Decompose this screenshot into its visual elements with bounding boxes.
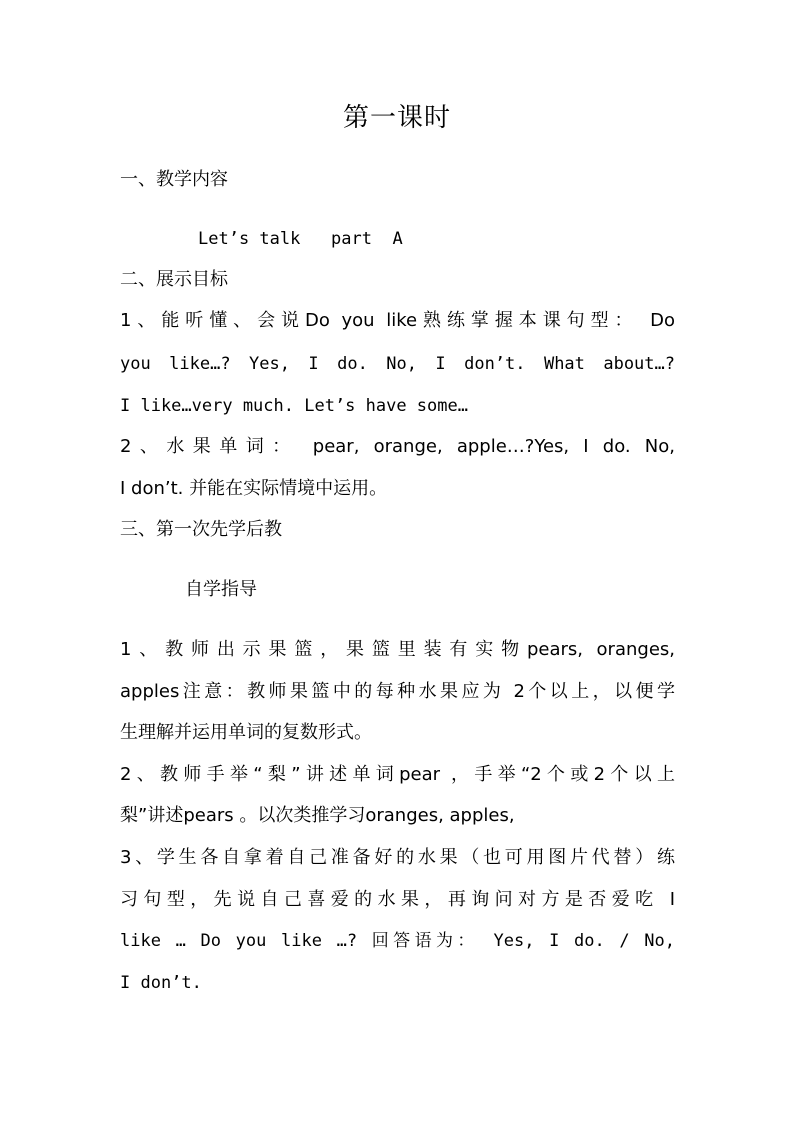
section-heading-display-goals: 二、展示目标: [120, 269, 228, 290]
goal-item-2-line-1: 2、水果单词： pear, orange, apple…?Yes, I do. No,: [120, 436, 675, 457]
guide-item-2-line-2: 梨”讲述pears 。以次类推学习oranges, apples,: [120, 805, 515, 826]
guide-item-1-line-3: 生理解并运用单词的复数形式。: [120, 722, 372, 743]
page-title: 第一课时: [342, 103, 451, 133]
section-heading-learn-first: 三、第一次先学后教: [120, 519, 282, 540]
guide-item-3-line-2: 习句型，先说自己喜爱的水果，再询问对方是否爱吃 I: [120, 889, 675, 910]
section-heading-teaching-content: 一、教学内容: [120, 169, 228, 190]
guide-item-3-line-4: I don’t.: [120, 973, 202, 993]
guide-item-2-line-1: 2、教师手举“梨”讲述单词pear ，手举“2个或2个以上: [120, 764, 675, 785]
goal-item-1-line-3: I like…very much. Let’s have some…: [120, 396, 468, 416]
goal-item-1-line-1: 1、能听懂、会说Do you like熟练掌握本课句型： Do: [120, 310, 675, 331]
goal-item-1-line-2: you like…? Yes, I do. No, I don’t. What about…?: [120, 354, 675, 374]
guide-item-1-line-2: apples注意：教师果篮中的每种水果应为 2个以上，以便学: [120, 681, 675, 702]
guide-item-3-line-1: 3、学生各自拿着自己准备好的水果（也可用图片代替）练: [120, 847, 675, 868]
teaching-content-text: Let’s talk part A: [198, 229, 403, 249]
self-study-guide-heading: 自学指导: [185, 579, 257, 600]
guide-item-1-line-1: 1、教师出示果篮，果篮里装有实物pears, oranges,: [120, 639, 675, 660]
goal-item-2-line-2: I don’t. 并能在实际情境中运用。: [120, 478, 388, 499]
guide-item-3-line-3: like … Do you like …? 回答语为： Yes, I do. / No,: [120, 931, 675, 951]
